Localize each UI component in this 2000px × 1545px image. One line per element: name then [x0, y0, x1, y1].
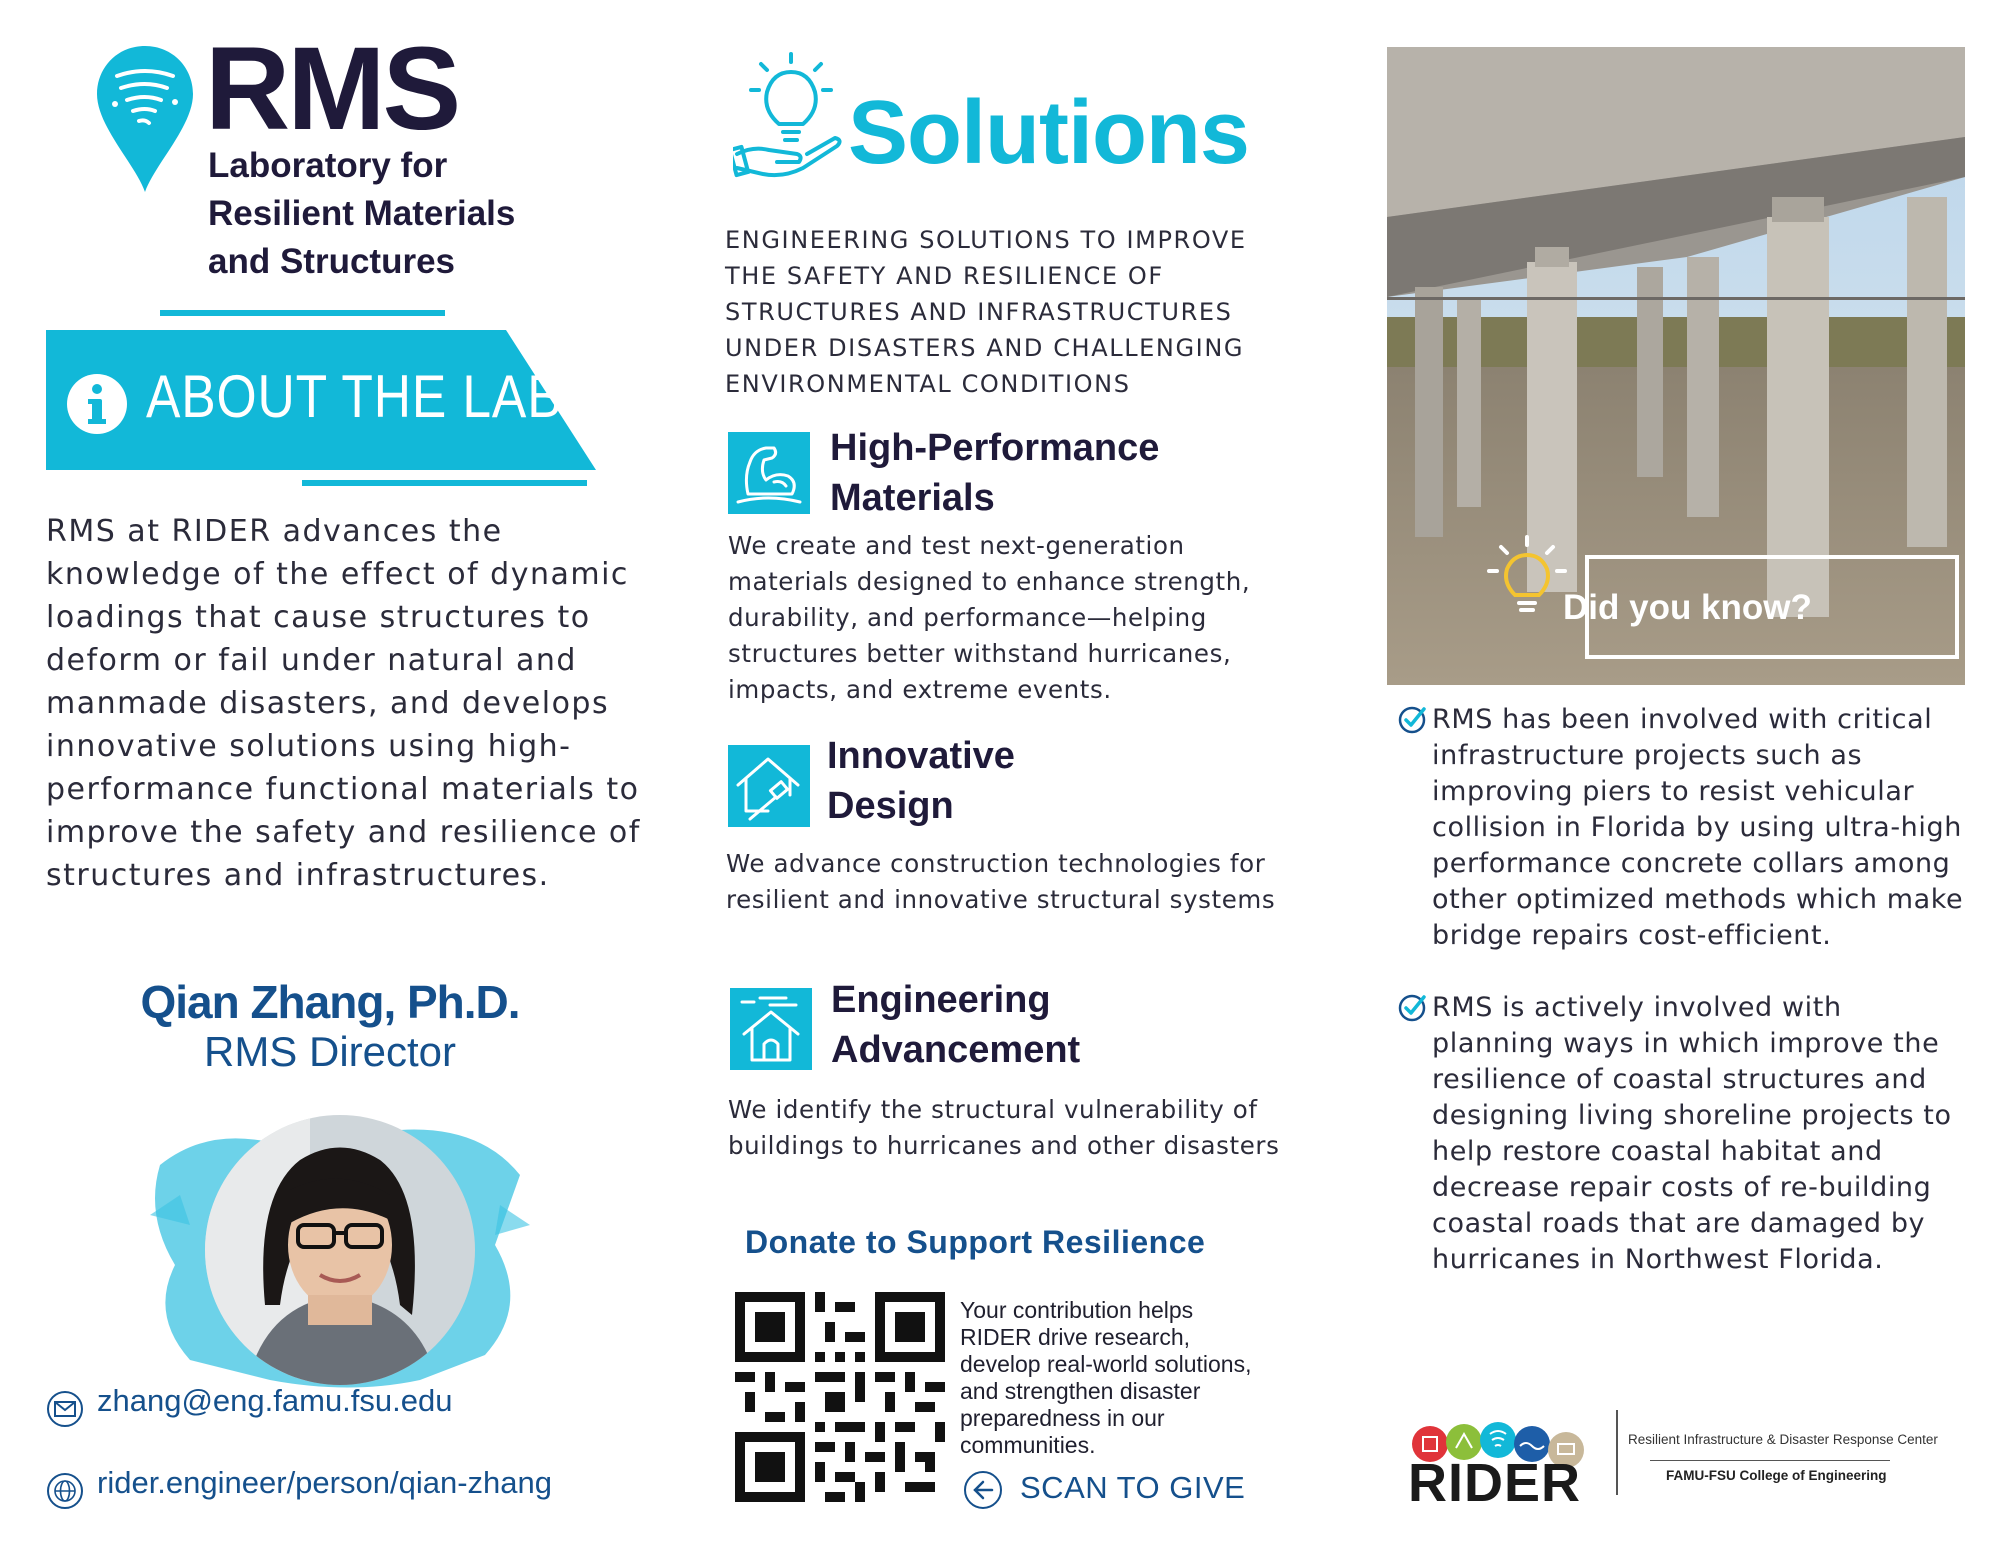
director-role: RMS Director — [203, 1028, 457, 1075]
about-body: RMS at RIDER advances the knowledge of the effect of dynamic loadings that cause structures to deform or fail under natural and manmade disasters, and develops innovative solutions using high-performance functional materials to improve the safety and resilience of structures and infrastructures. — [46, 514, 641, 893]
about-heading: ABOUT THE LAB — [146, 363, 563, 430]
check-circle-icon — [1397, 993, 1427, 1023]
director-website-link[interactable]: rider.engineer/person/qian-zhang — [97, 1465, 552, 1500]
divider — [1616, 1410, 1618, 1495]
house-wind-icon — [730, 988, 812, 1070]
solutions-tagline: ENGINEERING SOLUTIONS TO IMPROVE THE SAFETY AND RESILIENCE OF STRUCTURES AND INFRASTRUCTURES UNDER DISASTERS AND CHALLENGING ENVIRONMENTAL CONDITIONS — [725, 226, 1247, 398]
solutions-title: Solutions — [848, 83, 1249, 183]
feature-title-line: Engineering — [831, 979, 1051, 1021]
feature-title — [831, 975, 1080, 1075]
rider-college-name: FAMU-FSU College of Engineering — [1666, 1468, 1887, 1483]
rms-pin-logo-icon — [95, 44, 195, 194]
feature-title-line: Innovative — [827, 735, 1015, 777]
check-circle-icon — [1397, 705, 1427, 735]
director-email-link[interactable]: zhang@eng.famu.fsu.edu — [97, 1383, 453, 1418]
feature-body: We advance construction technologies for resilient and innovative structural systems — [726, 849, 1276, 914]
lab-subtitle — [208, 142, 515, 286]
rider-wordmark: RIDER — [1408, 1453, 1582, 1513]
globe-icon — [46, 1472, 84, 1510]
fact-text: RMS is actively involved with planning ways in which improve the resilience of coastal structures and designing living shoreline projects to help restore coastal habitat and decrease repair costs of re-building coastal roads that are damaged by hurricanes in Northwest Florida. — [1432, 992, 1952, 1275]
did-you-know-label: Did you know? — [1563, 588, 1812, 627]
fact-text: RMS has been involved with critical infrastructure projects such as improving piers to resist vehicular collision in Florida by using ultra-high performance concrete collars among other optimized methods which make bridge repairs cost-efficient. — [1432, 704, 1964, 951]
donate-body: Your contribution helps RIDER drive research, develop real-world solutions, and strengthen disaster preparedness in our communities. — [960, 1297, 1252, 1458]
feature-title-line: Materials — [830, 477, 995, 519]
info-icon — [65, 372, 129, 436]
lab-subtitle-line: and Structures — [208, 242, 455, 281]
divider — [1650, 1460, 1890, 1461]
director-portrait — [150, 1105, 530, 1395]
divider — [160, 310, 445, 316]
feature-body: We create and test next-generation materials designed to enhance strength, durability, and performance—helping structures better withstand hurricanes, impacts, and extreme events. — [728, 531, 1251, 704]
divider — [302, 480, 587, 486]
feature-title — [827, 731, 1015, 831]
email-icon — [46, 1390, 84, 1428]
house-hammer-icon — [728, 745, 810, 827]
rms-logo-text: RMS — [205, 23, 459, 155]
feature-title-line: Design — [827, 785, 954, 827]
donate-qr-code[interactable] — [735, 1292, 945, 1502]
feature-title-line: High-Performance — [830, 427, 1160, 469]
feature-title — [830, 423, 1159, 523]
lab-subtitle-line: Resilient Materials — [208, 194, 516, 233]
lab-subtitle-line: Laboratory for — [208, 146, 448, 185]
donate-title: Donate to Support Resilience — [745, 1224, 1206, 1260]
muscle-arm-icon — [728, 432, 810, 514]
lightbulb-hand-icon — [733, 50, 845, 178]
arrow-left-circle-icon — [963, 1470, 1003, 1510]
feature-body: We identify the structural vulnerability of buildings to hurricanes and other disasters — [728, 1095, 1280, 1160]
director-name: Qian Zhang, Ph.D. — [140, 976, 520, 1028]
scan-to-give-label[interactable]: SCAN TO GIVE — [1020, 1470, 1246, 1505]
rider-center-name: Resilient Infrastructure & Disaster Response Center — [1628, 1432, 1938, 1447]
feature-title-line: Advancement — [831, 1029, 1081, 1071]
